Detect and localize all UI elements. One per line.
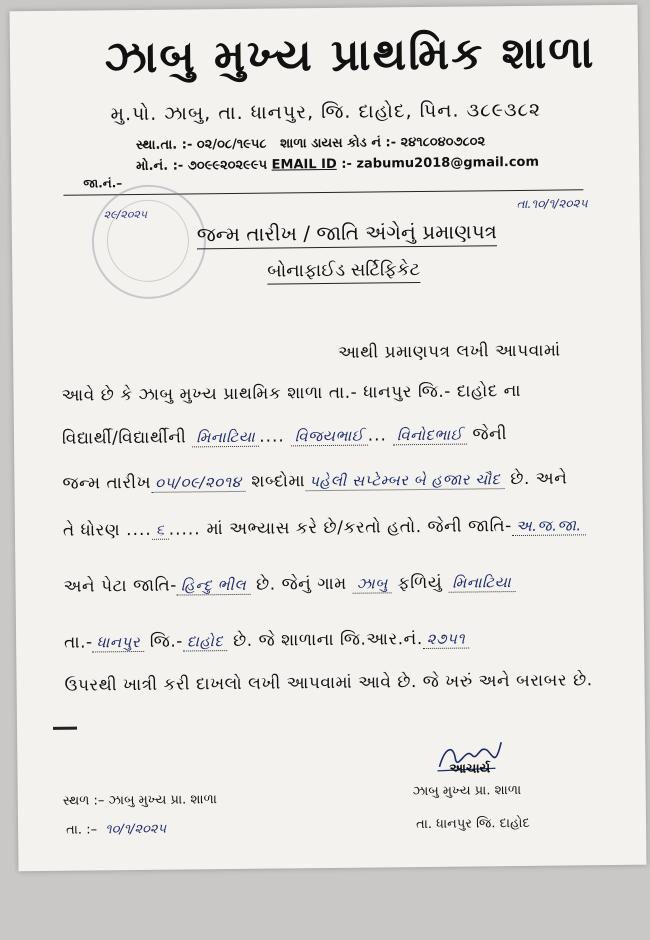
footer-place: સ્થળ :– ઝાબુ મુખ્ય પ્રા. શાળા [62, 792, 217, 809]
certificate-title: જન્મ તારીખ / જાતિ અંગેનું પ્રમાણપત્ર [197, 219, 497, 249]
dob-value: ૦૫/૦૯/૨૦૧૪ [151, 473, 246, 493]
faliyu-value: મિનાટિયા [448, 573, 515, 593]
body-line-4 [62, 468, 567, 493]
sub-caste-label: અને પેટા જાતિ- [63, 575, 177, 597]
sub-caste-value: હિન્દુ ભીલ [177, 576, 251, 596]
student-prefix: વિદ્યાર્થી/વિદ્યાર્થીની [61, 427, 187, 449]
district-label: જિ.- [149, 631, 183, 652]
footer-date-label: તા. :– [66, 822, 98, 838]
body-line-5: તે ધોરણ .... ૬ ..... માં અભ્યાસ કરે છે/કરતો હતો. જેની જાતિ- અ.જ.જા. [63, 515, 586, 540]
mobile-label: મો.નં. :- [136, 158, 184, 174]
issue-date-label: તા. [516, 196, 532, 212]
body-line-6 [63, 572, 515, 597]
dob-words: પહેલી સપ્ટેમ્બર બે હજાર ચૌદ [305, 470, 504, 491]
body-line-2: આવે છે કે ઝાબુ મુખ્ય પ્રાથમિક શાળા તા.- ધાનપુર જિ.- દાહોદ ના [61, 380, 522, 406]
dise-label: શાળા ડાયસ કોડ નં :- [280, 135, 397, 152]
dise-value: ૨૪૧૮૦૪૦૭૮૦૨ [400, 134, 486, 151]
line3-suffix: જેની [472, 424, 508, 445]
email-value: zabumu2018@gmail.com [356, 154, 540, 172]
seal-line-1: ઝાબુ મુખ્ય પ્રા. શાળા [412, 782, 522, 800]
stamp-number: ૨૯/૨૦૨૫ [103, 207, 148, 222]
established-value: ૦૨/૦૮/૧૯૫૮ [196, 136, 267, 153]
contact-line [136, 155, 539, 174]
school-address: મુ.પો. ઝાબુ, તા. ધાનપુર, જિ. દાહોદ, પિન. ૩૮૯૩૮૨ [110, 98, 542, 126]
established-dise-line [136, 134, 485, 153]
school-name: ઝાબુ મુખ્ય પ્રાથમિક શાળા [104, 27, 596, 84]
standard-label: તે ધોરણ [62, 520, 121, 541]
village-label: છે. જેનું ગામ [255, 573, 347, 595]
dob-words-label: શબ્દોમા [251, 471, 306, 492]
body-line-3: વિદ્યાર્થી/વિદ્યાર્થીની મિનાટિયા .... વિજયભાઈ ... વિનોદભાઈ જેની [61, 424, 508, 449]
gr-value: ૨૭૫૧ [423, 630, 470, 649]
principal-designation: આચાર્ય [449, 761, 491, 777]
district-value: દાહોદ [183, 632, 228, 651]
issue-date [516, 196, 587, 212]
footer-date-value: ૧૦/૧/૨૦૨૫ [105, 821, 167, 838]
margin-dash [53, 727, 77, 730]
standard-value: ૬ [152, 521, 169, 540]
student-name: વિજયભાઈ [291, 427, 368, 447]
body-line-7 [64, 629, 469, 653]
dob-label: જન્મ તારીખ [62, 472, 152, 494]
mobile-value: ૭૦૯૯૨૦૨૯૯૫ [187, 157, 268, 174]
issue-date-value: ૧૦/૧/૨૦૨૫ [531, 196, 588, 211]
email-label: EMAIL ID [271, 156, 337, 173]
faliyu-label: ફળિયું [397, 572, 443, 594]
father-name: વિનોદભાઈ [393, 426, 467, 446]
seal-line-2: તા. ધાનપુર જિ. દાહોદ [415, 815, 530, 833]
village-value: ઝાબુ [353, 574, 392, 593]
established-label: સ્થા.તા. :- [135, 137, 193, 153]
caste-value: અ.જ.જા. [512, 516, 586, 536]
certificate-subtitle: બોનાફાઈડ સર્ટિફિકેટ [267, 259, 420, 285]
footer-date [66, 822, 170, 838]
line4-suffix: છે. અને [510, 468, 568, 490]
taluka-value: ધાનપુર [93, 633, 145, 653]
gr-label: છે. જે શાળાના જિ.આર.નં. [233, 629, 423, 652]
certificate-paper [10, 5, 647, 872]
body-line-8: ઉપરથી ખાત્રી કરી દાખલો લખી આપવામાં આવે છે. જે ખરું અને બરાબર છે. [64, 670, 593, 696]
taluka-label: તા.- [64, 632, 93, 653]
body-line-1: આથી પ્રમાણપત્ર લખી આપવામાં [338, 340, 561, 363]
email-separator: :- [341, 156, 352, 172]
study-text: માં અભ્યાસ કરે છે/કરતો હતો. જેની જાતિ- [206, 516, 512, 540]
outward-number-label: જા.નં.– [83, 176, 123, 191]
student-surname: મિનાટિયા [192, 428, 259, 448]
